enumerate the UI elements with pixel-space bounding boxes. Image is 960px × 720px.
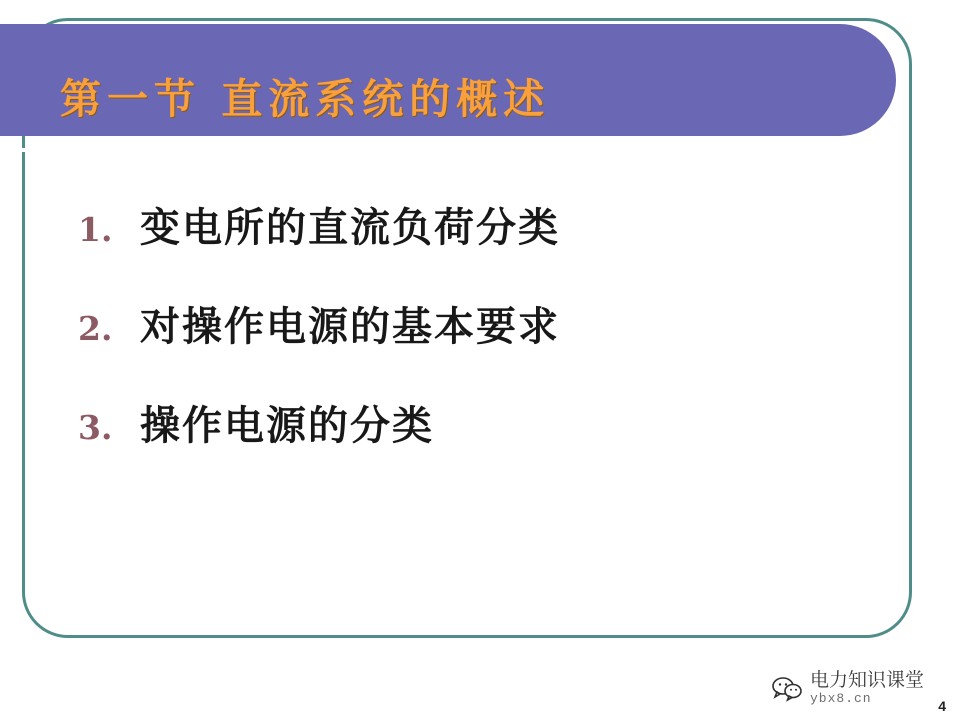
list-item-label: 对操作电源的基本要求 [140,303,560,350]
title-banner [0,24,896,136]
watermark-title: 电力知识课堂 [809,670,924,692]
watermark-subtitle: ybx8.cn [809,691,872,707]
list-item [78,394,858,451]
list-item-number: 1. [78,210,113,249]
wechat-icon [772,676,802,702]
bullet-list [78,196,858,493]
watermark [772,671,924,706]
page-title: 第一节 直流系统的概述 [60,75,551,123]
page-number: 4 [938,698,946,714]
list-item [78,196,858,253]
list-item-label: 操作电源的分类 [140,402,434,449]
watermark-text [810,671,924,706]
list-item [78,295,858,352]
title-underline-rule [0,148,852,152]
list-item-label: 变电所的直流负荷分类 [140,204,560,251]
list-item-number: 2. [78,309,113,348]
list-item-number: 3. [78,408,113,447]
